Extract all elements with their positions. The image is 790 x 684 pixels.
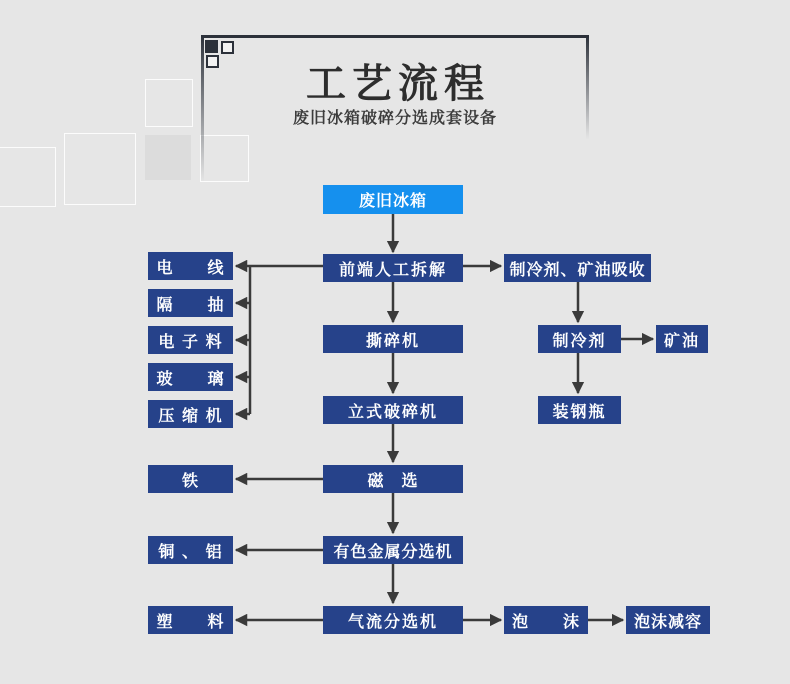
- node-plastic: 塑 料: [148, 606, 233, 634]
- node-electronic-material: 电 子 料: [148, 326, 233, 354]
- node-copper-aluminum: 铜 、 铝: [148, 536, 233, 564]
- node-manual-dismantle: 前端人工拆解: [323, 254, 463, 282]
- node-partition: 隔 抽: [148, 289, 233, 317]
- node-airflow-separator: 气流分选机: [323, 606, 463, 634]
- node-foam: 泡 沫: [504, 606, 588, 634]
- node-vertical-crusher: 立式破碎机: [323, 396, 463, 424]
- page-subtitle: 废旧冰箱破碎分选成套设备: [292, 108, 497, 127]
- node-iron: 铁: [148, 465, 233, 493]
- node-refrigerant-oil-absorb: 制冷剂、矿油吸收: [504, 254, 651, 282]
- node-shredder: 撕碎机: [323, 325, 463, 353]
- node-foam-reduction: 泡沫减容: [626, 606, 710, 634]
- node-source: 废旧冰箱: [323, 185, 463, 214]
- node-compressor: 压 缩 机: [148, 400, 233, 428]
- node-nonferrous-separator: 有色金属分选机: [323, 536, 463, 564]
- node-glass: 玻 璃: [148, 363, 233, 391]
- node-mineral-oil: 矿油: [656, 325, 708, 353]
- node-wire: 电 线: [148, 252, 233, 280]
- node-steel-cylinder: 装钢瓶: [538, 396, 621, 424]
- node-magnetic-separation: 磁 选: [323, 465, 463, 493]
- node-refrigerant: 制冷剂: [538, 325, 621, 353]
- page-title: 工艺流程: [306, 61, 490, 107]
